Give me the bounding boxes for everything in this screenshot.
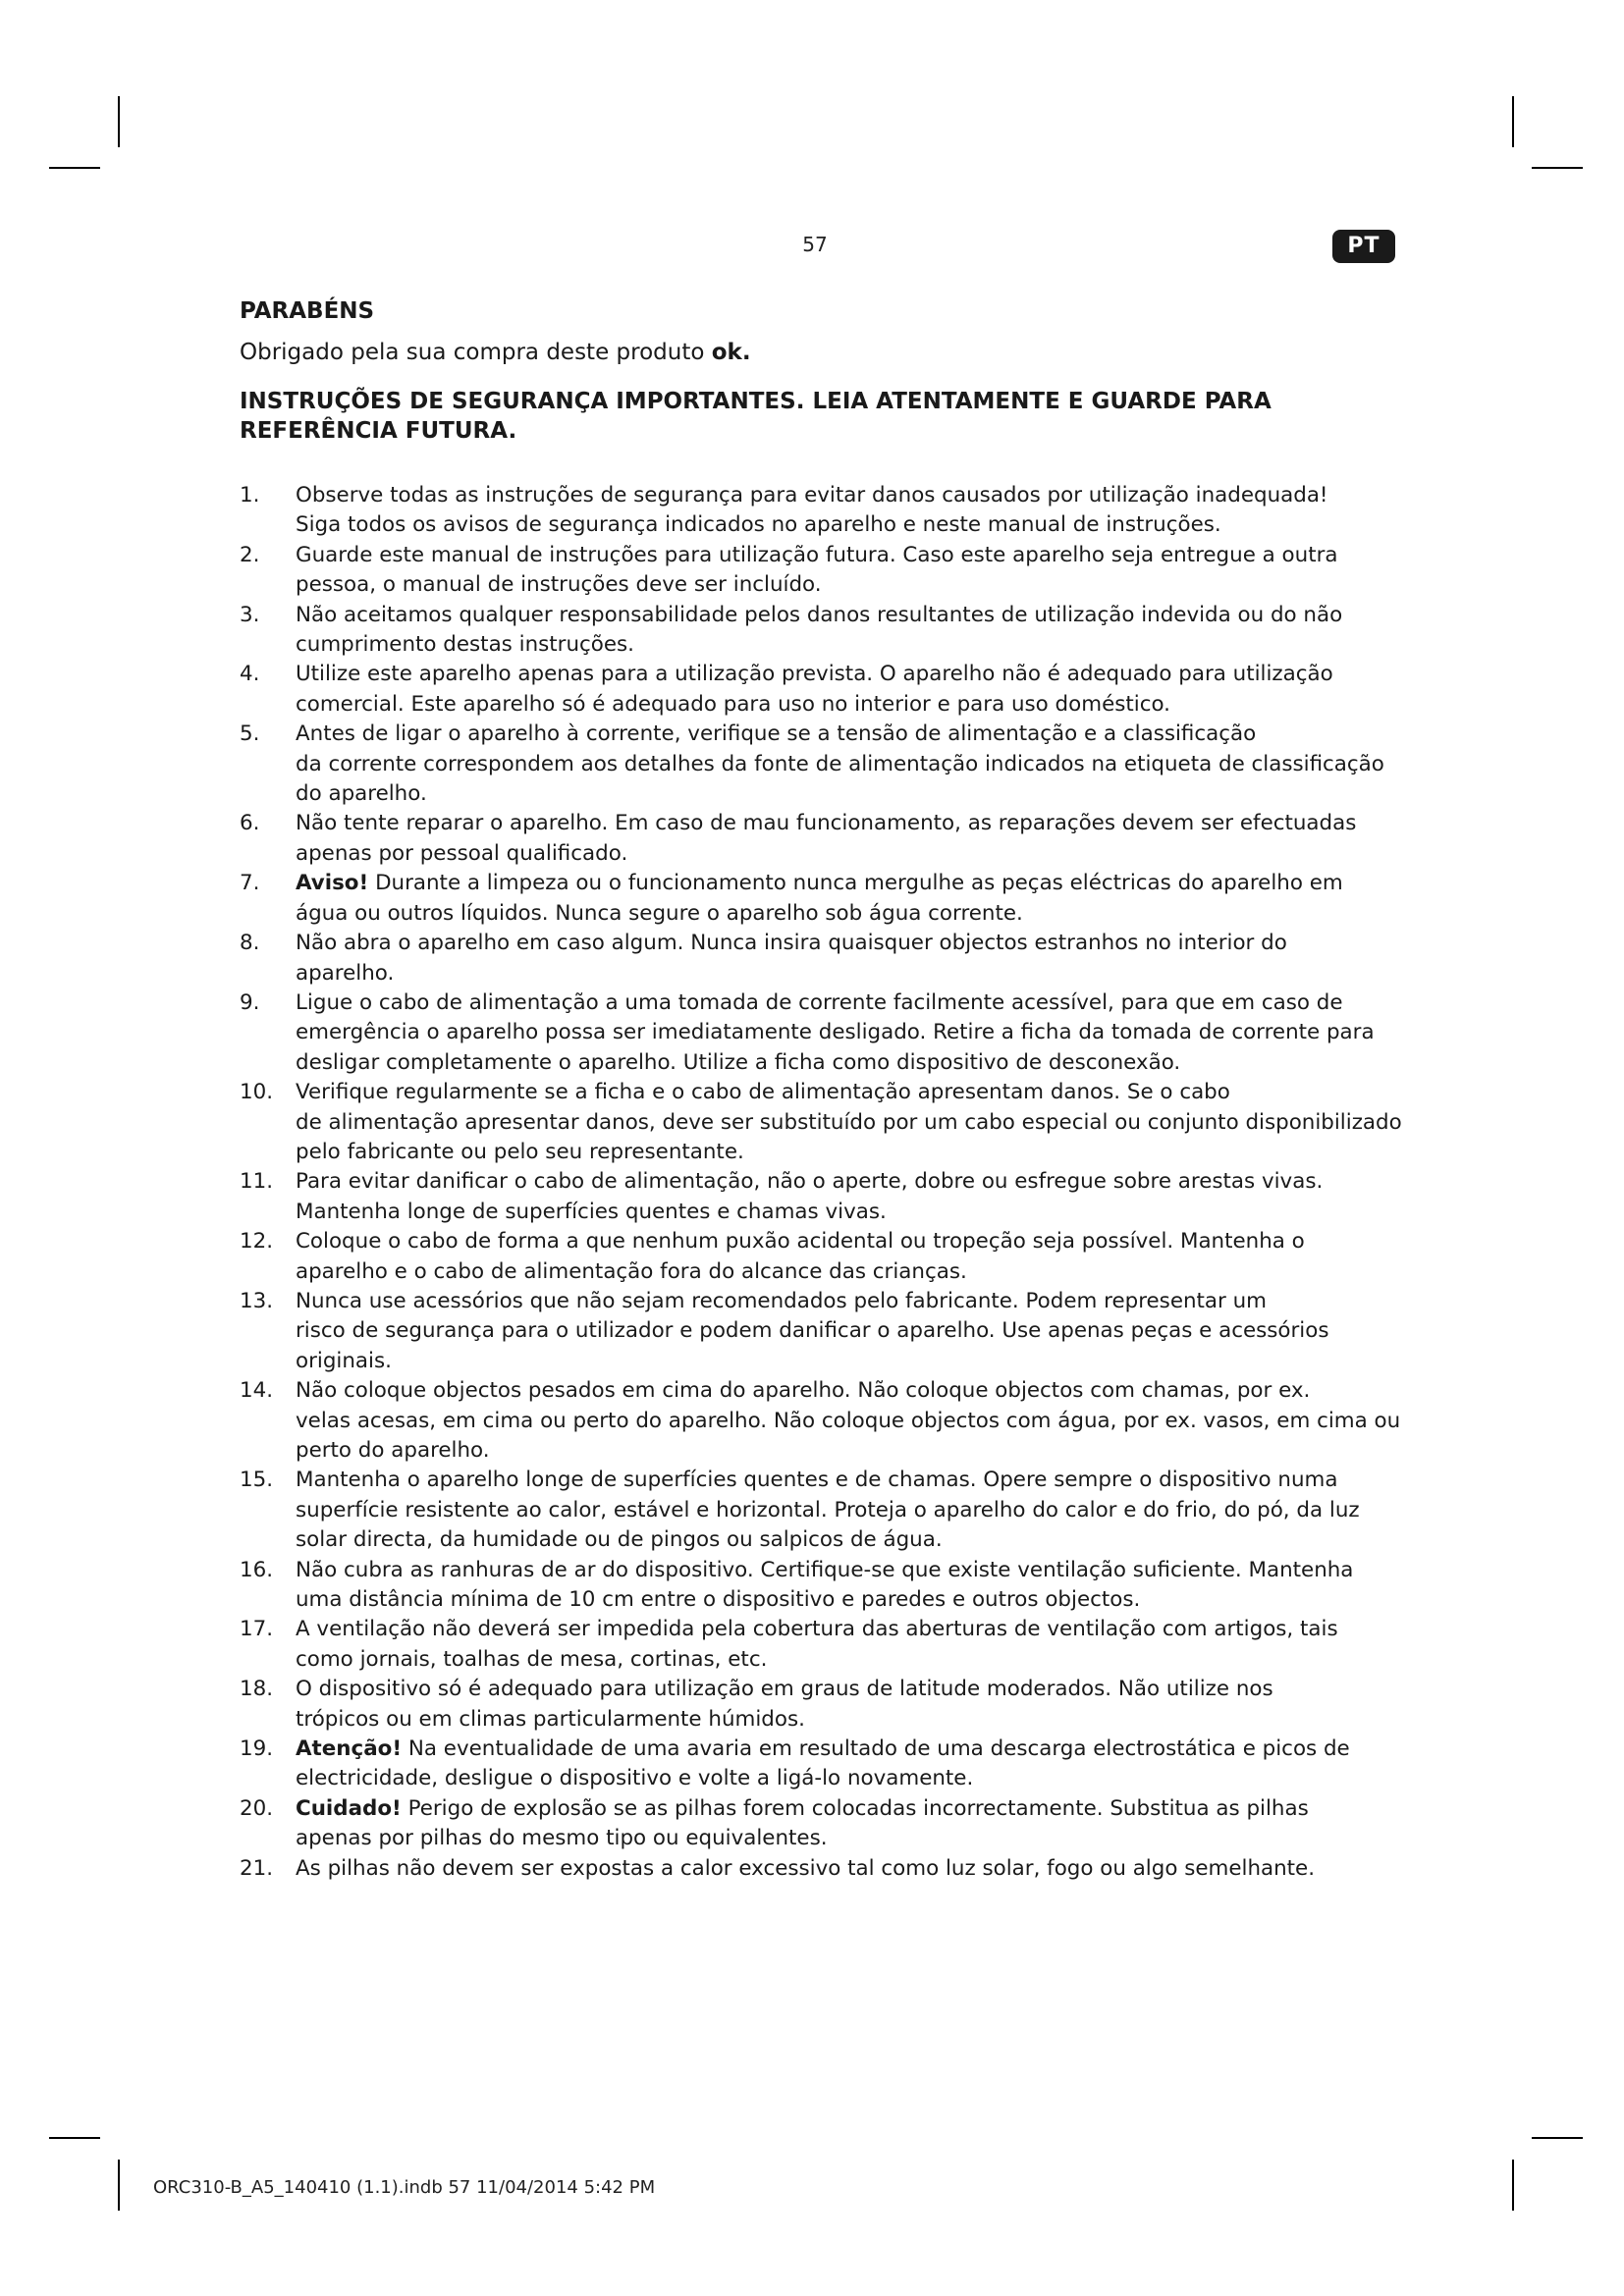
- crop-mark-top-left-vertical: [118, 96, 120, 147]
- instruction-number: 6.: [240, 811, 260, 836]
- instruction-first-line: Para evitar danificar o cabo de alimentação, não o aperte, dobre ou esfregue sobre arestas vivas.: [296, 1169, 1324, 1195]
- instruction-item: [240, 601, 1403, 661]
- instruction-item: [240, 869, 1403, 929]
- intro-sentence: Obrigado pela sua compra deste produto: [240, 340, 712, 365]
- instruction-item: [240, 481, 1403, 541]
- instruction-number: 10.: [240, 1080, 274, 1105]
- instruction-number: 1.: [240, 483, 260, 507]
- instruction-number: 11.: [240, 1169, 274, 1195]
- instruction-continuation: apenas por pilhas do mesmo tipo ou equivalentes.: [296, 1826, 828, 1851]
- instruction-first-line: As pilhas não devem ser expostas a calor excessivo tal como luz solar, fogo ou algo semelhante.: [296, 1855, 1316, 1881]
- instruction-number: 5.: [240, 721, 260, 747]
- instruction-continuation: emergência o aparelho possa ser imediatamente desligado. Retire a ficha da tomada de corrente para desligar completamente o aparelho. Utilize a ficha como dispositivo de desconexão.: [296, 1020, 1375, 1075]
- instruction-first-line: Não cubra as ranhuras de ar do dispositivo. Certifique-se que existe ventilação suficiente. Mantenha: [296, 1557, 1354, 1582]
- instruction-number: 7.: [240, 871, 260, 896]
- instruction-number: 19.: [240, 1736, 274, 1762]
- instruction-continuation: comercial. Este aparelho só é adequado para uso no interior e para uso doméstico.: [296, 691, 1170, 717]
- instruction-item: [240, 1466, 1403, 1555]
- instruction-first-line: Não abra o aparelho em caso algum. Nunca insira quaisquer objectos estranhos no interior do: [296, 931, 1287, 956]
- instruction-number: 8.: [240, 931, 260, 956]
- instruction-continuation: água ou outros líquidos. Nunca segure o aparelho sob água corrente.: [296, 900, 1023, 926]
- instruction-continuation: Siga todos os avisos de segurança indicados no aparelho e neste manual de instruções.: [296, 512, 1221, 538]
- instruction-item: [240, 1794, 1403, 1854]
- instruction-number: 3.: [240, 602, 260, 627]
- instruction-number: 18.: [240, 1677, 274, 1702]
- instruction-item: [240, 1854, 1403, 1884]
- safety-heading: INSTRUÇÕES DE SEGURANÇA IMPORTANTES. LEIA ATENTAMENTE E GUARDE PARA REFERÊNCIA FUTURA.: [240, 389, 1272, 444]
- instruction-number: 16.: [240, 1557, 274, 1582]
- instruction-first-line: Não coloque objectos pesados em cima do aparelho. Não coloque objectos com chamas, por ex.: [296, 1378, 1311, 1404]
- page-number: 57: [802, 233, 828, 256]
- instruction-item: [240, 1287, 1403, 1376]
- instruction-number: 21.: [240, 1855, 274, 1881]
- instruction-continuation: cumprimento destas instruções.: [296, 632, 634, 658]
- instruction-first-line: Não tente reparar o aparelho. Em caso de mau funcionamento, as reparações devem ser efectuadas: [296, 811, 1357, 836]
- instruction-item: [240, 1376, 1403, 1466]
- instruction-emphasis: Atenção!: [296, 1736, 403, 1762]
- instruction-continuation: aparelho e o cabo de alimentação fora do alcance das crianças.: [296, 1258, 967, 1284]
- instruction-item: [240, 720, 1403, 809]
- instruction-number: 13.: [240, 1288, 274, 1313]
- instruction-number: 15.: [240, 1468, 274, 1493]
- safety-instructions-list: [240, 481, 1403, 1884]
- language-badge: PT: [1332, 230, 1395, 263]
- instruction-continuation: como jornais, toalhas de mesa, cortinas, etc.: [296, 1646, 768, 1672]
- instruction-continuation: velas acesas, em cima ou perto do aparelho. Não coloque objectos com água, por ex. vasos, em cima ou perto do aparelho.: [296, 1408, 1401, 1463]
- main-content: [240, 296, 1403, 1884]
- instruction-number: 14.: [240, 1378, 274, 1404]
- instruction-item: [240, 660, 1403, 720]
- instruction-continuation: electricidade, desligue o dispositivo e volte a ligá-lo novamente.: [296, 1766, 974, 1791]
- instruction-first-line: Verifique regularmente se a ficha e o cabo de alimentação apresentam danos. Se o cabo: [296, 1080, 1230, 1105]
- intro-text: [240, 338, 1403, 367]
- instruction-item: [240, 988, 1403, 1078]
- instruction-item: [240, 1167, 1403, 1227]
- instruction-continuation: risco de segurança para o utilizador e podem danificar o aparelho. Use apenas peças e acessórios originais.: [296, 1318, 1329, 1373]
- crop-mark-bottom-right-vertical: [1512, 2160, 1514, 2211]
- crop-mark-top-right-vertical: [1512, 96, 1514, 147]
- instruction-emphasis: Aviso!: [296, 871, 369, 896]
- instruction-first-line: Utilize este aparelho apenas para a utilização prevista. O aparelho não é adequado para utilização: [296, 662, 1333, 687]
- instruction-item: [240, 1078, 1403, 1167]
- instruction-continuation: aparelho.: [296, 960, 395, 986]
- instruction-continuation: apenas por pessoal qualificado.: [296, 840, 628, 866]
- instruction-emphasis: Cuidado!: [296, 1795, 402, 1821]
- print-footer: ORC310-B_A5_140410 (1.1).indb 57 11/04/2014 5:42 PM: [153, 2177, 656, 2198]
- instruction-first-line: Ligue o cabo de alimentação a uma tomada de corrente facilmente acessível, para que em caso de: [296, 989, 1343, 1015]
- instruction-number: 12.: [240, 1229, 274, 1255]
- instruction-number: 20.: [240, 1795, 274, 1821]
- instruction-first-line: Durante a limpeza ou o funcionamento nunca mergulhe as peças eléctricas do aparelho em: [368, 871, 1343, 896]
- instruction-continuation: de alimentação apresentar danos, deve ser substituído por um cabo especial ou conjunto disponibilizado pelo fabricante ou pelo seu representante.: [296, 1109, 1402, 1164]
- instruction-first-line: Observe todas as instruções de segurança para evitar danos causados por utilização inadequada!: [296, 483, 1328, 507]
- instruction-first-line: Mantenha o aparelho longe de superfícies quentes e de chamas. Opere sempre o dispositivo numa: [296, 1468, 1338, 1493]
- instruction-first-line: Não aceitamos qualquer responsabilidade pelos danos resultantes de utilização indevida ou do não: [296, 602, 1343, 627]
- instruction-continuation: pessoa, o manual de instruções deve ser incluído.: [296, 572, 822, 598]
- instruction-first-line: Coloque o cabo de forma a que nenhum puxão acidental ou tropeção seja possível. Mantenha o: [296, 1229, 1305, 1255]
- instruction-item: [240, 1675, 1403, 1735]
- crop-mark-bottom-left-horizontal: [49, 2137, 100, 2139]
- brand-name: ok.: [711, 340, 751, 365]
- instruction-continuation: Mantenha longe de superfícies quentes e chamas vivas.: [296, 1199, 887, 1224]
- instruction-continuation: da corrente correspondem aos detalhes da fonte de alimentação indicados na etiqueta de classificação do aparelho.: [296, 751, 1384, 807]
- instruction-continuation: trópicos ou em climas particularmente húmidos.: [296, 1706, 805, 1732]
- instruction-item: [240, 929, 1403, 988]
- instruction-first-line: O dispositivo só é adequado para utilização em graus de latitude moderados. Não utilize nos: [296, 1677, 1273, 1702]
- instruction-first-line: Na eventualidade de uma avaria em resultado de uma descarga electrostática e picos de: [402, 1736, 1350, 1762]
- instruction-first-line: Perigo de explosão se as pilhas forem colocadas incorrectamente. Substitua as pilhas: [401, 1795, 1309, 1821]
- instruction-item: [240, 1615, 1403, 1675]
- crop-mark-bottom-right-horizontal: [1532, 2137, 1583, 2139]
- instruction-item: [240, 1556, 1403, 1616]
- instruction-item: [240, 1735, 1403, 1794]
- crop-mark-bottom-left-vertical: [118, 2160, 120, 2211]
- instruction-item: [240, 541, 1403, 601]
- instruction-continuation: uma distância mínima de 10 cm entre o dispositivo e paredes e outros objectos.: [296, 1587, 1141, 1613]
- instruction-number: 2.: [240, 542, 260, 567]
- instruction-first-line: A ventilação não deverá ser impedida pela cobertura das aberturas de ventilação com artigos, tais: [296, 1617, 1338, 1642]
- crop-mark-top-right-horizontal: [1532, 167, 1583, 169]
- instruction-number: 9.: [240, 989, 260, 1015]
- instruction-continuation: superfície resistente ao calor, estável e horizontal. Proteja o aparelho do calor e do frio, do pó, da luz solar directa, da humidade ou de pingos ou salpicos de água.: [296, 1497, 1360, 1553]
- instruction-item: [240, 809, 1403, 869]
- instruction-number: 17.: [240, 1617, 274, 1642]
- instruction-item: [240, 1227, 1403, 1287]
- instruction-first-line: Antes de ligar o aparelho à corrente, verifique se a tensão de alimentação e a classificação: [296, 721, 1257, 747]
- instruction-number: 4.: [240, 662, 260, 687]
- instruction-first-line: Guarde este manual de instruções para utilização futura. Caso este aparelho seja entregue a outra: [296, 542, 1338, 567]
- crop-mark-top-left-horizontal: [49, 167, 100, 169]
- instruction-first-line: Nunca use acessórios que não sejam recomendados pelo fabricante. Podem representar um: [296, 1288, 1268, 1313]
- page-heading: PARABÉNS: [240, 298, 375, 324]
